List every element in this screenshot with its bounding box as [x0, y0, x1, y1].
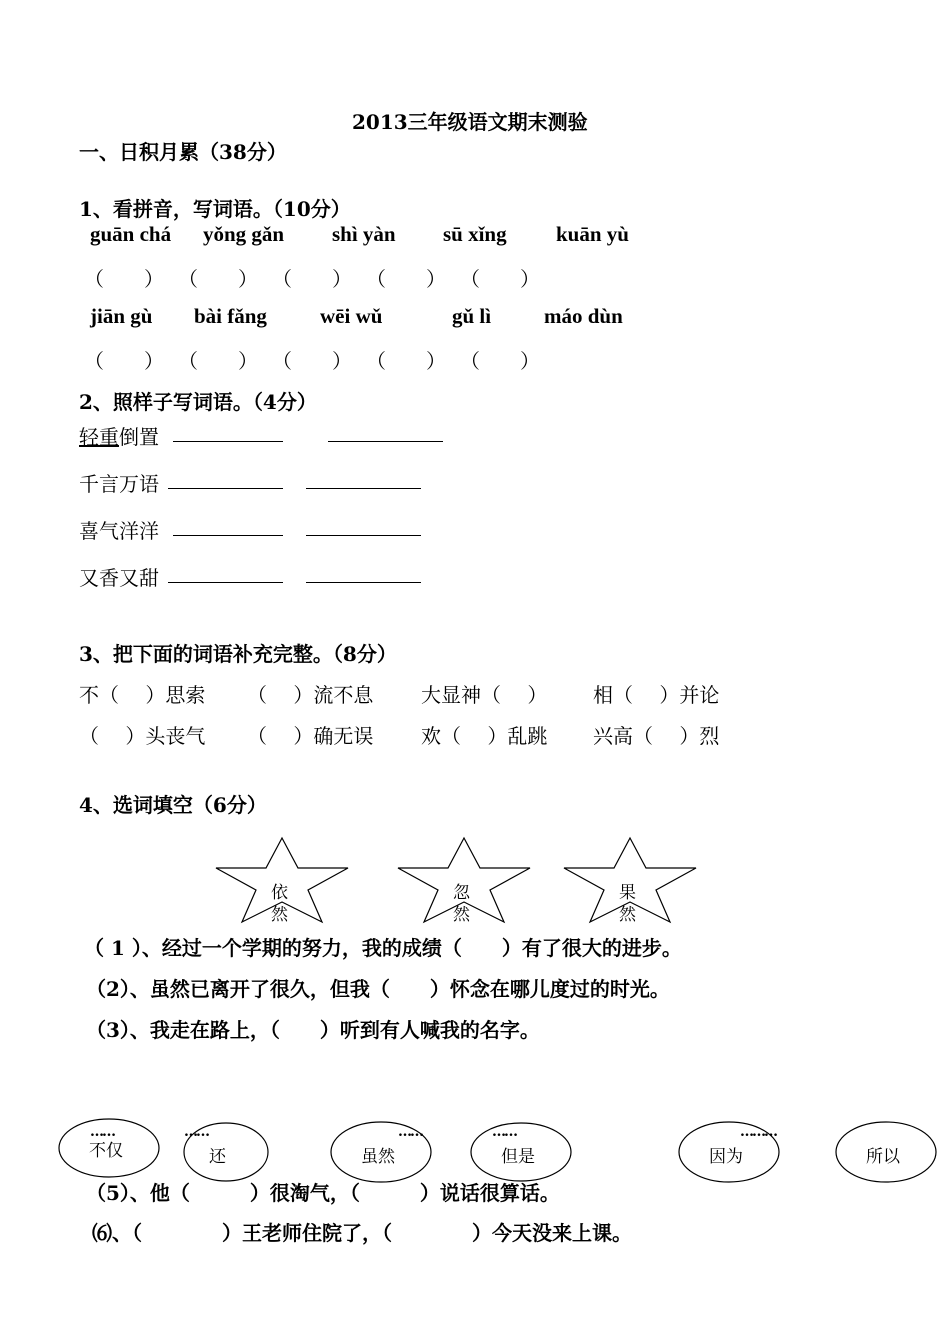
idiom-word: 千言万语	[79, 472, 159, 496]
question-4-heading: 4、选词填空（6分）	[79, 793, 267, 817]
answer-paren: （ ）	[272, 267, 352, 291]
idiom-fill: （ ）头丧气	[79, 724, 206, 748]
idiom-fill: 欢（ ）乱跳	[421, 724, 548, 748]
pinyin-item: jiān gù	[90, 304, 153, 328]
answer-paren: （ ）	[178, 267, 258, 291]
example-underlined: 轻重	[79, 425, 119, 449]
idiom-fill: 不（ ）思索	[79, 683, 206, 707]
star-word-top: 忽	[453, 883, 470, 903]
idiom-word: 喜气洋洋	[79, 519, 159, 543]
answer-paren: （ ）	[272, 349, 352, 373]
answer-paren: （ ）	[84, 267, 164, 291]
emphasis-dots: ………	[740, 1124, 776, 1140]
pinyin-item: guān chá	[90, 222, 172, 246]
idiom-fill: 兴高（ ）烈	[593, 724, 720, 748]
idiom-fill: 大显神（ ）	[421, 683, 548, 707]
answer-paren: （ ）	[460, 267, 540, 291]
fill-sentence: （2）、虽然已离开了很久，但我（ ）怀念在哪儿度过的时光。	[86, 977, 670, 1001]
answer-paren: （ ）	[366, 267, 446, 291]
answer-paren: （ ）	[84, 349, 164, 373]
question-2-heading: 2、照样子写词语。（4分）	[79, 390, 317, 414]
star-word-bottom: 然	[271, 905, 288, 925]
oval-word: 因为	[709, 1147, 743, 1167]
pinyin-item: gǔ lì	[452, 304, 492, 328]
pinyin-item: máo dùn	[544, 304, 623, 328]
idiom-word: 又香又甜	[79, 566, 159, 590]
pinyin-item: kuān yù	[556, 222, 629, 246]
page-title: 2013三年级语文期末测验	[352, 110, 588, 134]
star-word-top: 果	[619, 883, 636, 903]
oval-word: 虽然	[361, 1147, 395, 1167]
pinyin-item: yǒng gǎn	[203, 222, 285, 246]
fill-sentence: （3）、我走在路上，（ ）听到有人喊我的名字。	[86, 1018, 540, 1042]
idiom-fill: （ ）流不息	[247, 683, 374, 707]
star-word-top: 依	[271, 883, 288, 903]
answer-paren: （ ）	[460, 349, 540, 373]
star-word-bottom: 然	[453, 905, 470, 925]
oval-word: 还	[209, 1147, 226, 1167]
question-3-heading: 3、把下面的词语补充完整。（8分）	[79, 642, 397, 666]
fill-sentence: （ 1 ）、经过一个学期的努力，我的成绩（ ）有了很大的进步。	[84, 936, 682, 960]
emphasis-dots: ……	[398, 1124, 422, 1140]
pinyin-item: wēi wǔ	[320, 304, 383, 328]
fill-sentence: （5）、他（ ）很淘气，（ ）说话很算话。	[86, 1181, 560, 1205]
emphasis-dots: ……	[492, 1124, 516, 1140]
oval-word: 但是	[501, 1147, 535, 1167]
answer-paren: （ ）	[178, 349, 258, 373]
pinyin-item: shì yàn	[332, 222, 396, 246]
pinyin-item: sū xǐng	[443, 222, 507, 246]
fill-sentence: ⑹、（ ）王老师住院了，（ ）今天没来上课。	[92, 1221, 632, 1245]
oval-word: 不仅	[89, 1141, 123, 1161]
idiom-fill: （ ）确无误	[247, 724, 374, 748]
section-heading: 一、日积月累（38分）	[79, 140, 287, 164]
star-word-bottom: 然	[619, 905, 636, 925]
emphasis-dots: ……	[90, 1124, 114, 1140]
answer-paren: （ ）	[366, 349, 446, 373]
emphasis-dots: ……	[184, 1124, 208, 1140]
example-rest: 倒置	[119, 425, 159, 449]
idiom-fill: 相（ ）并论	[593, 683, 720, 707]
pinyin-item: bài fǎng	[194, 304, 267, 328]
oval-word: 所以	[866, 1147, 900, 1167]
question-1-heading: 1、看拼音，写词语。（10分）	[79, 197, 351, 221]
